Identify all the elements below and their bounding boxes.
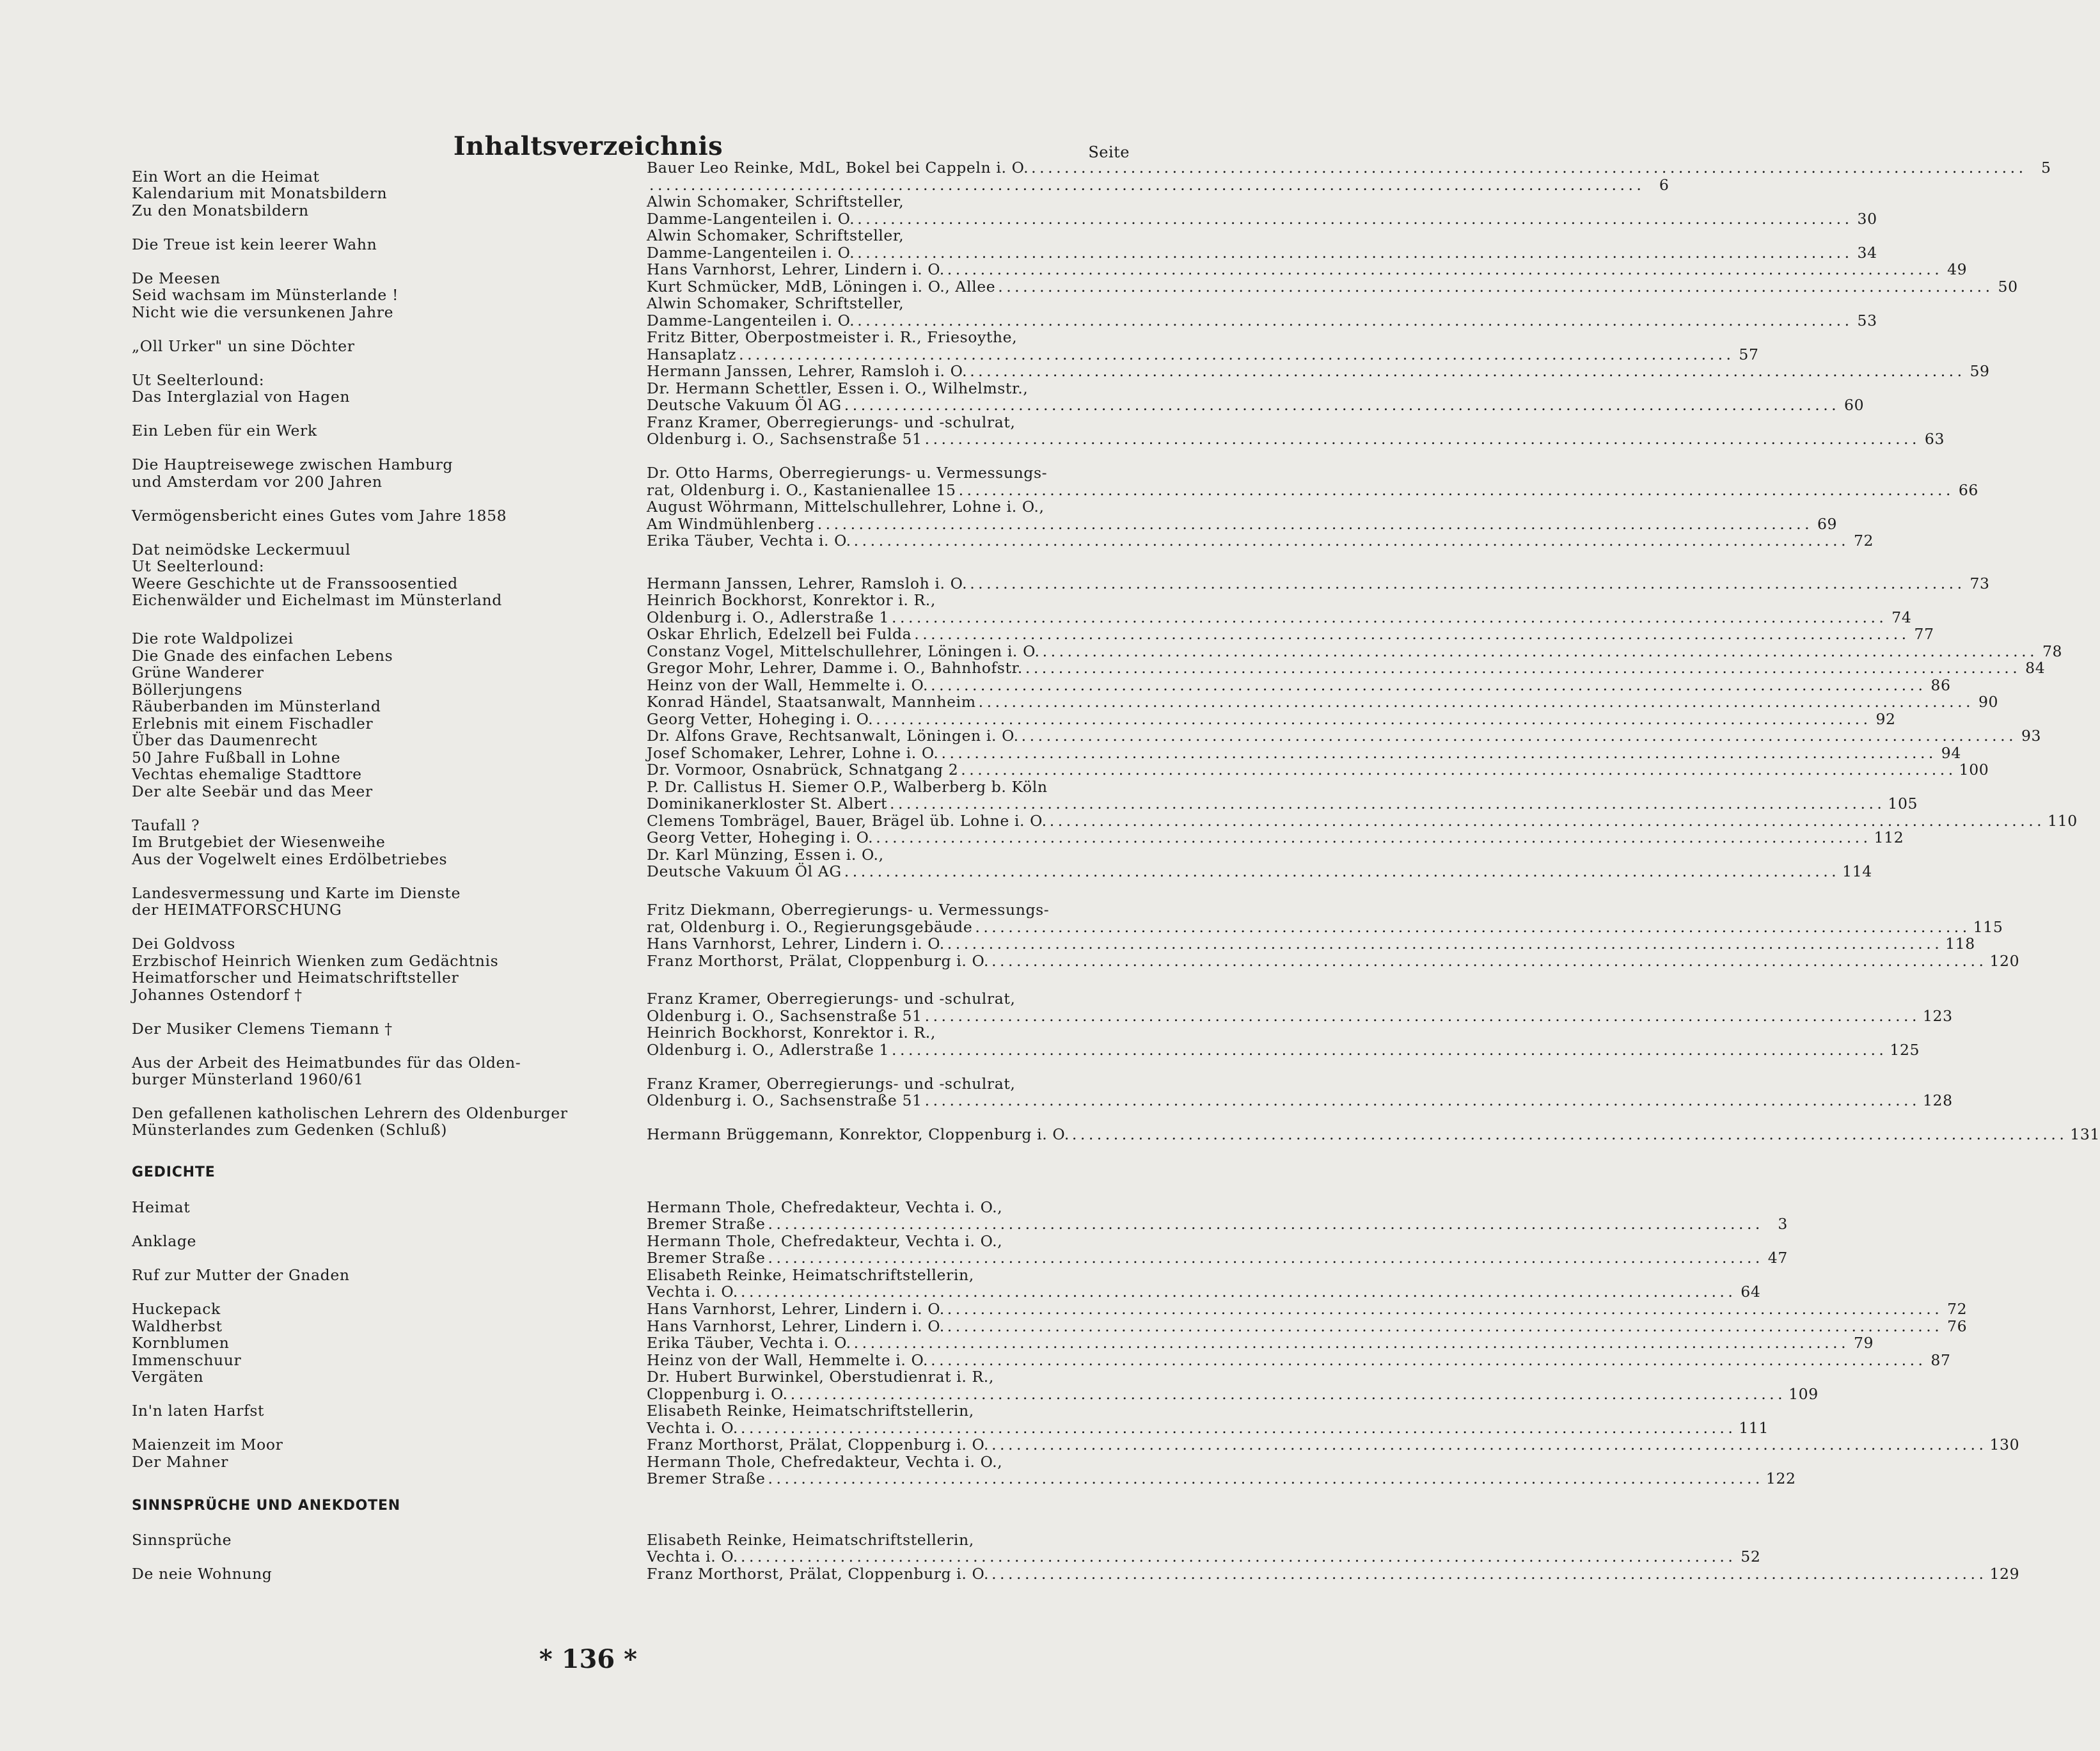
section-heading: SINNSPRÜCHE UND ANEKDOTEN: [132, 1498, 400, 1514]
toc-author-line: [647, 710, 1896, 728]
author-text: Josef Schomaker, Lehrer, Lohne i. O.: [647, 744, 939, 762]
author-text: Hans Varnhorst, Lehrer, Lindern i. O.: [647, 1317, 945, 1335]
page-ref: 34: [1857, 244, 1877, 262]
page-ref: 79: [1853, 1334, 1874, 1352]
toc-title: Ruf zur Mutter der Gnaden: [132, 1266, 350, 1284]
page-ref: 73: [1970, 574, 1990, 592]
dot-leader: ........................................................................................................................: [892, 1041, 1888, 1059]
toc-author-line: Franz Kramer, Oberregierungs- und -schulrat,: [647, 413, 1016, 431]
toc-author-line: Elisabeth Reinke, Heimatschriftstellerin,: [647, 1531, 974, 1549]
author-text: Franz Morthorst, Prälat, Cloppenburg i. O.: [647, 1565, 990, 1583]
toc-author-line: [647, 1565, 2020, 1583]
toc-author-line: [647, 244, 1877, 262]
page-ref: 87: [1930, 1351, 1951, 1369]
author-text: Cloppenburg i. O.: [647, 1385, 788, 1403]
page-ref: 114: [1842, 862, 1872, 880]
toc-title: Räuberbanden im Münsterland: [132, 697, 381, 715]
author-text: Heinz von der Wall, Hemmelte i. O.: [647, 1351, 929, 1369]
author-text: rat, Oldenburg i. O., Kastanienallee 15: [647, 481, 956, 499]
toc-author-line: [647, 1283, 1761, 1301]
dot-leader: ........................................................................................................................: [844, 862, 1840, 880]
toc-title: burger Münsterland 1960/61: [132, 1070, 364, 1088]
toc-author-line: Dr. Hermann Schettler, Essen i. O., Wilhelmstr.,: [647, 379, 1029, 397]
toc-title: Die Hauptreisewege zwischen Hamburg: [132, 456, 454, 473]
toc-author-line: [647, 210, 1877, 228]
dot-leader: ........................................................................................................................: [924, 430, 1920, 448]
toc-title: „Oll Urker" un sine Döchter: [132, 337, 355, 355]
dot-leader: ........................................................................................................................: [947, 935, 1943, 953]
page-ref: 90: [1978, 693, 1999, 711]
author-text: Damme-Langenteilen i. O.: [647, 312, 855, 329]
page-number: * 136 *: [539, 1644, 638, 1674]
author-text: Bremer Straße: [647, 1249, 766, 1267]
dot-leader: ........................................................................................................................: [958, 481, 1954, 499]
toc-author-line: [647, 693, 1999, 711]
toc-title: Heimat: [132, 1198, 191, 1216]
author-text: Oldenburg i. O., Sachsenstraße 51: [647, 1091, 922, 1109]
dot-leader: ........................................................................................................................: [857, 210, 1853, 228]
dot-leader: ........................................................................................................................: [970, 362, 1966, 380]
page-ref: 30: [1857, 210, 1877, 228]
toc-author-line: [647, 362, 1990, 380]
page-ref: 131: [2070, 1125, 2100, 1143]
toc-title: De neie Wohnung: [132, 1565, 272, 1583]
dot-leader: ........................................................................................................................: [998, 278, 1994, 296]
page-ref: 49: [1947, 260, 1968, 278]
toc-author-line: Dr. Karl Münzing, Essen i. O.,: [647, 846, 884, 864]
toc-author-line: [647, 952, 2020, 970]
toc-title: Böllerjungens: [132, 681, 243, 699]
toc-author-line: [647, 727, 2042, 745]
dot-leader: ........................................................................................................................: [941, 744, 1937, 762]
toc-author-line: [647, 430, 1945, 448]
toc-title: Ut Seelterlound:: [132, 371, 265, 389]
author-text: Erika Täuber, Vechta i. O.: [647, 532, 851, 550]
toc-title: Aus der Arbeit des Heimatbundes für das Olden-: [132, 1054, 521, 1072]
toc-author-line: Elisabeth Reinke, Heimatschriftstellerin,: [647, 1402, 974, 1420]
dot-leader: ........................................................................................................................: [790, 1385, 1787, 1403]
author-text: Vechta i. O.: [647, 1419, 738, 1437]
dot-leader: ........................................................................................................................: [924, 1091, 1920, 1109]
toc-author-line: Franz Kramer, Oberregierungs- und -schulrat,: [647, 990, 1016, 1008]
page-ref: 94: [1941, 744, 1961, 762]
page-ref: 47: [1767, 1249, 1788, 1267]
page-ref: 72: [1853, 532, 1874, 550]
author-text: Erika Täuber, Vechta i. O.: [647, 1334, 851, 1352]
toc-author-line: [647, 1470, 1796, 1487]
author-text: Clemens Tombrägel, Bauer, Brägel üb. Lohne i. O.: [647, 812, 1047, 830]
toc-title: Immenschuur: [132, 1351, 242, 1369]
page-ref: 100: [1959, 761, 1989, 779]
author-text: Oldenburg i. O., Sachsenstraße 51: [647, 1007, 922, 1025]
author-text: Franz Morthorst, Prälat, Cloppenburg i. O.: [647, 952, 990, 970]
page-ref: 50: [1998, 278, 2018, 296]
toc-title: Taufall ?: [132, 816, 200, 834]
author-text: Dominikanerkloster St. Albert: [647, 795, 887, 812]
author-text: Bauer Leo Reinke, MdL, Bokel bei Cappeln i. O.: [647, 159, 1029, 177]
page-ref: 122: [1765, 1470, 1796, 1487]
author-text: Hermann Janssen, Lehrer, Ramsloh i. O.: [647, 574, 968, 592]
dot-leader: ........................................................................................................................: [1025, 659, 2021, 677]
toc-title: Dat neimödske Leckermuul: [132, 541, 351, 559]
toc-author-line: [647, 1351, 1951, 1369]
dot-leader: ........................................................................................................................: [876, 828, 1872, 846]
toc-author-line: [647, 744, 1961, 762]
author-text: Oldenburg i. O., Adlerstraße 1: [647, 1041, 889, 1059]
toc-title: Die rote Waldpolizei: [132, 630, 294, 647]
toc-title: und Amsterdam vor 200 Jahren: [132, 473, 383, 491]
toc-author-line: [647, 642, 2063, 660]
toc-title: Den gefallenen katholischen Lehrern des Oldenburger: [132, 1104, 568, 1122]
page-ref: 84: [2025, 659, 2046, 677]
author-text: Bremer Straße: [647, 1470, 766, 1487]
page-ref: 120: [1989, 952, 2020, 970]
dot-leader: ........................................................................................................................: [740, 1419, 1737, 1437]
dot-leader: ........................................................................................................................: [853, 1334, 1850, 1352]
toc-title: De Meesen: [132, 269, 221, 287]
toc-author-line: [647, 676, 1951, 694]
toc-author-line: Fritz Bitter, Oberpostmeister i. R., Friesoythe,: [647, 328, 1018, 346]
page-ref: 72: [1947, 1300, 1968, 1318]
toc-title: Erlebnis mit einem Fischadler: [132, 715, 374, 733]
toc-title: Waldherbst: [132, 1317, 223, 1335]
toc-author-line: [647, 515, 1838, 533]
page-ref: 59: [1970, 362, 1990, 380]
author-text: Georg Vetter, Hoheging i. O.: [647, 828, 874, 846]
toc-title: Der Mahner: [132, 1453, 228, 1471]
author-text: Dr. Vormoor, Osnabrück, Schnatgang 2: [647, 761, 959, 779]
page-ref: 109: [1788, 1385, 1819, 1403]
toc-author-line: [647, 761, 1989, 779]
toc-title: Ein Leben für ein Werk: [132, 422, 317, 440]
toc-title: Seid wachsam im Münsterlande !: [132, 286, 399, 304]
page-ref: 69: [1817, 515, 1838, 533]
toc-author-line: [647, 260, 1968, 278]
dot-leader: ........................................................................................................................: [961, 761, 1957, 779]
author-text: Hermann Janssen, Lehrer, Ramsloh i. O.: [647, 362, 968, 380]
toc-author-line: [647, 1125, 2100, 1143]
toc-title: Erzbischof Heinrich Wienken zum Gedächtnis: [132, 952, 499, 970]
toc-author-line: [647, 1385, 1819, 1403]
toc-author-line: Alwin Schomaker, Schriftsteller,: [647, 193, 904, 210]
dot-leader: ........................................................................................................................: [853, 532, 1850, 550]
dot-leader: ........................................................................................................................: [1049, 812, 2046, 830]
toc-author-line: [647, 1007, 1953, 1025]
author-text: Georg Vetter, Hoheging i. O.: [647, 710, 874, 728]
dot-leader: ........................................................................................................................: [768, 1470, 1764, 1487]
author-text: Deutsche Vakuum Öl AG: [647, 396, 842, 414]
toc-author-line: [647, 1317, 1968, 1335]
toc-title: Der alte Seebär und das Meer: [132, 782, 373, 800]
dot-leader: ........................................................................................................................: [739, 345, 1735, 363]
toc-title: Ut Seelterlound:: [132, 557, 265, 575]
toc-author-line: [647, 312, 1877, 329]
toc-title: Der Musiker Clemens Tiemann †: [132, 1020, 393, 1038]
dot-leader: ........................................................................................................................: [768, 1249, 1764, 1267]
toc-author-line: Fritz Diekmann, Oberregierungs- u. Vermessungs-: [647, 901, 1050, 919]
page-ref: 110: [2048, 812, 2078, 830]
page-ref: 52: [1741, 1548, 1761, 1565]
seite-column-label: Seite: [1088, 143, 1130, 161]
page-ref: 78: [2042, 642, 2063, 660]
dot-leader: ........................................................................................................................: [931, 676, 1927, 694]
dot-leader: ........................................................................................................................: [947, 1300, 1943, 1318]
toc-author-line: [647, 795, 1918, 812]
toc-author-line: P. Dr. Callistus H. Siemer O.P., Walberberg b. Köln: [647, 778, 1048, 796]
author-text: Oldenburg i. O., Sachsenstraße 51: [647, 430, 922, 448]
toc-author-line: [647, 918, 2003, 936]
toc-title: Weere Geschichte ut de Franssoosentied: [132, 574, 458, 592]
page-ref: 111: [1739, 1419, 1769, 1437]
toc-author-line: [647, 1419, 1769, 1437]
toc-author-line: [647, 1300, 1968, 1318]
toc-author-line: Franz Kramer, Oberregierungs- und -schulrat,: [647, 1075, 1016, 1093]
page-ref: 77: [1914, 625, 1934, 643]
toc-author-line: Elisabeth Reinke, Heimatschriftstellerin,: [647, 1266, 974, 1284]
dot-leader: ........................................................................................................................: [740, 1283, 1737, 1301]
dot-leader: ........................................................................................................................: [857, 244, 1853, 262]
dot-leader: ........................................................................................................................: [876, 710, 1872, 728]
dot-leader: ........................................................................................................................: [649, 176, 1645, 194]
author-text: Constanz Vogel, Mittelschullehrer, Löningen i. O.: [647, 642, 1040, 660]
toc-author-line: [647, 935, 1975, 953]
toc-author-line: [647, 625, 1934, 643]
toc-title: Kornblumen: [132, 1334, 230, 1352]
toc-author-line: [647, 278, 2018, 296]
dot-leader: ........................................................................................................................: [857, 312, 1853, 329]
toc-author-line: Alwin Schomaker, Schriftsteller,: [647, 294, 904, 312]
dot-leader: ........................................................................................................................: [991, 1565, 1987, 1583]
dot-leader: ........................................................................................................................: [991, 952, 1987, 970]
toc-title: Die Treue ist kein leerer Wahn: [132, 235, 377, 253]
author-text: Damme-Langenteilen i. O.: [647, 244, 855, 262]
section-heading: GEDICHTE: [132, 1164, 216, 1180]
toc-title: Im Brutgebiet der Wiesenweihe: [132, 833, 386, 851]
page-ref: 105: [1888, 795, 1918, 812]
toc-title: Anklage: [132, 1232, 197, 1250]
author-text: Hans Varnhorst, Lehrer, Lindern i. O.: [647, 935, 945, 953]
author-text: Gregor Mohr, Lehrer, Damme i. O., Bahnhofstr.: [647, 659, 1023, 677]
dot-leader: ........................................................................................................................: [740, 1548, 1737, 1565]
author-text: Vechta i. O.: [647, 1548, 738, 1565]
page-ref: 3: [1778, 1215, 1788, 1233]
toc-author-line: [647, 345, 1759, 363]
author-text: Konrad Händel, Staatsanwalt, Mannheim: [647, 693, 976, 711]
toc-author-line: [647, 1436, 2020, 1454]
toc-title: Münsterlandes zum Gedenken (Schluß): [132, 1121, 447, 1139]
toc-author-line: Dr. Otto Harms, Oberregierungs- u. Vermessungs-: [647, 464, 1048, 482]
toc-author-line: [647, 159, 2051, 177]
dot-leader: ........................................................................................................................: [1071, 1125, 2068, 1143]
toc-author-line: [647, 1041, 1920, 1059]
toc-title: Das Interglazial von Hagen: [132, 388, 351, 406]
page-ref: 74: [1891, 608, 1912, 626]
dot-leader: ........................................................................................................................: [924, 1007, 1920, 1025]
dot-leader: ........................................................................................................................: [975, 918, 1971, 936]
author-text: Hans Varnhorst, Lehrer, Lindern i. O.: [647, 260, 945, 278]
dot-leader: ........................................................................................................................: [889, 795, 1886, 812]
page-ref: 128: [1923, 1091, 1953, 1109]
page-ref: 64: [1741, 1283, 1761, 1301]
dot-leader: ........................................................................................................................: [1021, 727, 2017, 745]
page-ref: 86: [1930, 676, 1951, 694]
author-text: Oskar Ehrlich, Edelzell bei Fulda: [647, 625, 912, 643]
page-ref: 118: [1945, 935, 1975, 953]
toc-author-line: [647, 1548, 1761, 1565]
toc-author-line: Alwin Schomaker, Schriftsteller,: [647, 226, 904, 244]
dot-leader: ........................................................................................................................: [768, 1215, 1764, 1233]
page-ref: 112: [1874, 828, 1904, 846]
author-text: Franz Morthorst, Prälat, Cloppenburg i. O.: [647, 1436, 990, 1454]
author-text: Hansaplatz: [647, 345, 737, 363]
dot-leader: ........................................................................................................................: [817, 515, 1813, 533]
toc-title: Ein Wort an die Heimat: [132, 168, 320, 186]
author-text: Dr. Alfons Grave, Rechtsanwalt, Löningen i. O.: [647, 727, 1019, 745]
dot-leader: ........................................................................................................................: [991, 1436, 1987, 1454]
author-text: Oldenburg i. O., Adlerstraße 1: [647, 608, 889, 626]
toc-author-line: [647, 812, 2078, 830]
toc-title: In'n laten Harfst: [132, 1402, 265, 1420]
toc-author-line: [647, 1334, 1874, 1352]
toc-author-line: Hermann Thole, Chefredakteur, Vechta i. O.,: [647, 1232, 1003, 1250]
dot-leader: ........................................................................................................................: [978, 693, 1975, 711]
toc-title: Landesvermessung und Karte im Dienste: [132, 884, 461, 902]
toc-title: 50 Jahre Fußball in Lohne: [132, 749, 341, 766]
page-ref: 5: [2041, 159, 2051, 177]
author-text: Am Windmühlenberg: [647, 515, 815, 533]
toc-title: Kalendarium mit Monatsbildern: [132, 184, 388, 202]
dot-leader: ........................................................................................................................: [1031, 159, 2027, 177]
page-ref: 93: [2021, 727, 2042, 745]
toc-title: Vergäten: [132, 1368, 204, 1386]
toc-title: Die Gnade des einfachen Lebens: [132, 647, 393, 665]
toc-author-line: Hermann Thole, Chefredakteur, Vechta i. O.,: [647, 1453, 1003, 1471]
page-ref: 53: [1857, 312, 1877, 329]
dot-leader: ........................................................................................................................: [914, 625, 1910, 643]
page-ref: 129: [1989, 1565, 2020, 1583]
page-ref: 76: [1947, 1317, 1968, 1335]
dot-leader: ........................................................................................................................: [892, 608, 1888, 626]
page-ref: 115: [1973, 918, 2003, 936]
toc-title: Sinnsprüche: [132, 1531, 232, 1549]
toc-author-line: [647, 1249, 1788, 1267]
author-text: Hans Varnhorst, Lehrer, Lindern i. O.: [647, 1300, 945, 1318]
page-title: Inhaltsverzeichnis: [453, 131, 723, 161]
author-text: Deutsche Vakuum Öl AG: [647, 862, 842, 880]
author-text: Heinz von der Wall, Hemmelte i. O.: [647, 676, 929, 694]
toc-title: Vermögensbericht eines Gutes vom Jahre 1858: [132, 507, 507, 525]
author-text: Kurt Schmücker, MdB, Löningen i. O., Allee: [647, 278, 996, 296]
toc-title: Dei Goldvoss: [132, 935, 235, 953]
toc-author-line: [647, 574, 1990, 592]
author-text: Damme-Langenteilen i. O.: [647, 210, 855, 228]
page-ref: 60: [1844, 396, 1865, 414]
page-ref: 63: [1924, 430, 1945, 448]
dot-leader: ........................................................................................................................: [970, 574, 1966, 592]
toc-author-line: [647, 1215, 1788, 1233]
toc-title: Eichenwälder und Eichelmast im Münsterland: [132, 591, 502, 609]
author-text: Hermann Brüggemann, Konrektor, Cloppenburg i. O.: [647, 1125, 1070, 1143]
toc-author-line: Heinrich Bockhorst, Konrektor i. R.,: [647, 591, 936, 609]
toc-title: Aus der Vogelwelt eines Erdölbetriebes: [132, 850, 448, 868]
toc-author-line: Hermann Thole, Chefredakteur, Vechta i. O.,: [647, 1198, 1003, 1216]
page-ref: 57: [1739, 345, 1759, 363]
author-text: rat, Oldenburg i. O., Regierungsgebäude: [647, 918, 973, 936]
toc-author-line: [647, 481, 1978, 499]
dot-leader: ........................................................................................................................: [844, 396, 1840, 414]
toc-author-line: [647, 532, 1874, 550]
toc-author-line: [647, 1091, 1953, 1109]
toc-author-line: August Wöhrmann, Mittelschullehrer, Lohne i. O.,: [647, 498, 1045, 516]
toc-author-line: [647, 608, 1912, 626]
author-text: Bremer Straße: [647, 1215, 766, 1233]
toc-title: der HEIMATFORSCHUNG: [132, 901, 342, 919]
page-ref: 66: [1958, 481, 1978, 499]
page-ref: 92: [1875, 710, 1896, 728]
toc-title: Grüne Wanderer: [132, 663, 264, 681]
toc-title: Maienzeit im Moor: [132, 1436, 283, 1454]
toc-author-line: [647, 659, 2046, 677]
page-ref: 6: [1659, 176, 1670, 194]
dot-leader: ........................................................................................................................: [931, 1351, 1927, 1369]
dot-leader: ........................................................................................................................: [1042, 642, 2039, 660]
dot-leader: ........................................................................................................................: [947, 260, 1943, 278]
toc-author-line: [647, 828, 1904, 846]
page-ref: 125: [1890, 1041, 1920, 1059]
toc-title: Vechtas ehemalige Stadttore: [132, 765, 362, 783]
author-text: Vechta i. O.: [647, 1283, 738, 1301]
toc-title: Zu den Monatsbildern: [132, 202, 309, 219]
toc-title: Johannes Ostendorf †: [132, 986, 303, 1004]
page-ref: 130: [1989, 1436, 2020, 1454]
toc-author-line: [647, 396, 1865, 414]
page-ref: 123: [1923, 1007, 1953, 1025]
toc-author-line: [647, 862, 1872, 880]
toc-author-line: Dr. Hubert Burwinkel, Oberstudienrat i. R.,: [647, 1368, 994, 1386]
toc-title: Huckepack: [132, 1300, 221, 1318]
dot-leader: ........................................................................................................................: [947, 1317, 1943, 1335]
toc-author-line: Heinrich Bockhorst, Konrektor i. R.,: [647, 1024, 936, 1042]
toc-title: Heimatforscher und Heimatschriftsteller: [132, 969, 459, 986]
toc-author-line: [647, 176, 1670, 194]
toc-title: Nicht wie die versunkenen Jahre: [132, 303, 394, 321]
toc-title: Über das Daumenrecht: [132, 731, 318, 749]
